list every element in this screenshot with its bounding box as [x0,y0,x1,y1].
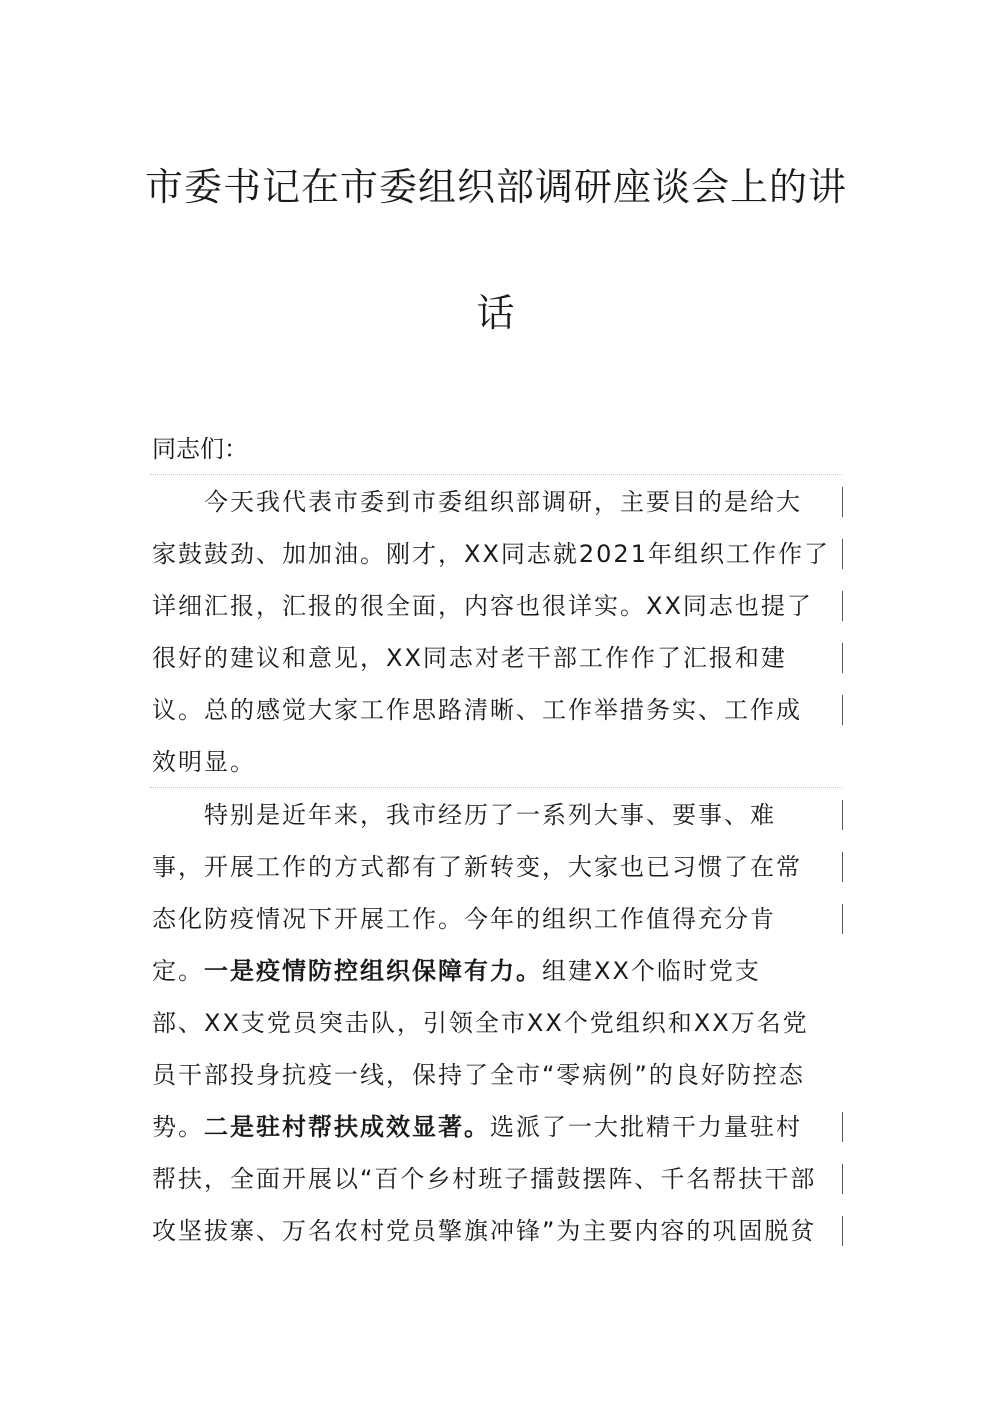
key-point-2: 二是驻村帮扶成效显著。 [204,1113,490,1141]
margin-mark [842,539,843,569]
paragraph-2-line: 态化防疫情况下开展工作。今年的组织工作值得充分肯 [152,905,776,933]
paragraph-separator [150,474,842,475]
paragraph-2-line: 攻坚拔寨、万名农村党员擎旗冲锋”为主要内容的巩固脱贫 [152,1217,817,1245]
paragraph-separator [150,787,842,788]
paragraph-2-line: 特别是近年来，我市经历了一系列大事、要事、难 [204,801,776,829]
margin-mark [842,904,843,934]
margin-mark [842,643,843,673]
paragraph-1-line: 议。总的感觉大家工作思路清晰、工作举措务实、工作成 [152,696,802,724]
document-title-line-1: 市委书记在市委组织部调研座谈会上的讲 [144,165,847,209]
paragraph-2-line: 事，开展工作的方式都有了新转变，大家也已习惯了在常 [152,853,802,881]
paragraph-1-line: 家鼓鼓劲、加加油。刚才，XX同志就2021年组织工作作了 [152,540,830,568]
paragraph-2-line [152,1109,840,1145]
margin-mark [842,1112,843,1142]
line-text: 组建XX个临时党支 [542,957,761,985]
margin-mark [842,852,843,882]
paragraph-2-line: 部、XX支党员突击队，引领全市XX个党组织和XX万名党 [152,1009,809,1037]
margin-mark [842,1164,843,1194]
key-point-1: 一是疫情防控组织保障有力。 [204,957,542,985]
margin-mark [842,800,843,830]
paragraph-2-line [152,953,840,989]
line-text: 定。 [152,957,204,985]
salutation: 同志们： [152,435,248,463]
margin-mark [842,695,843,725]
paragraph-2-line: 帮扶，全面开展以“百个乡村班子擂鼓摆阵、千名帮扶干部 [152,1165,817,1193]
document-title-line-2: 话 [476,291,516,335]
paragraph-1-line: 很好的建议和意见，XX同志对老干部工作作了汇报和建 [152,644,787,672]
margin-mark [842,1216,843,1246]
margin-mark [842,487,843,517]
paragraph-1-line: 今天我代表市委到市委组织部调研，主要目的是给大 [204,488,802,516]
paragraph-2-line: 员干部投身抗疫一线，保持了全市“零病例”的良好防控态 [152,1061,805,1089]
margin-mark [842,591,843,621]
paragraph-1-line: 效明显。 [152,748,256,776]
paragraph-1-line: 详细汇报，汇报的很全面，内容也很详实。XX同志也提了 [152,592,813,620]
line-text: 势。 [152,1113,204,1141]
line-text: 选派了一大批精干力量驻村 [490,1113,802,1141]
